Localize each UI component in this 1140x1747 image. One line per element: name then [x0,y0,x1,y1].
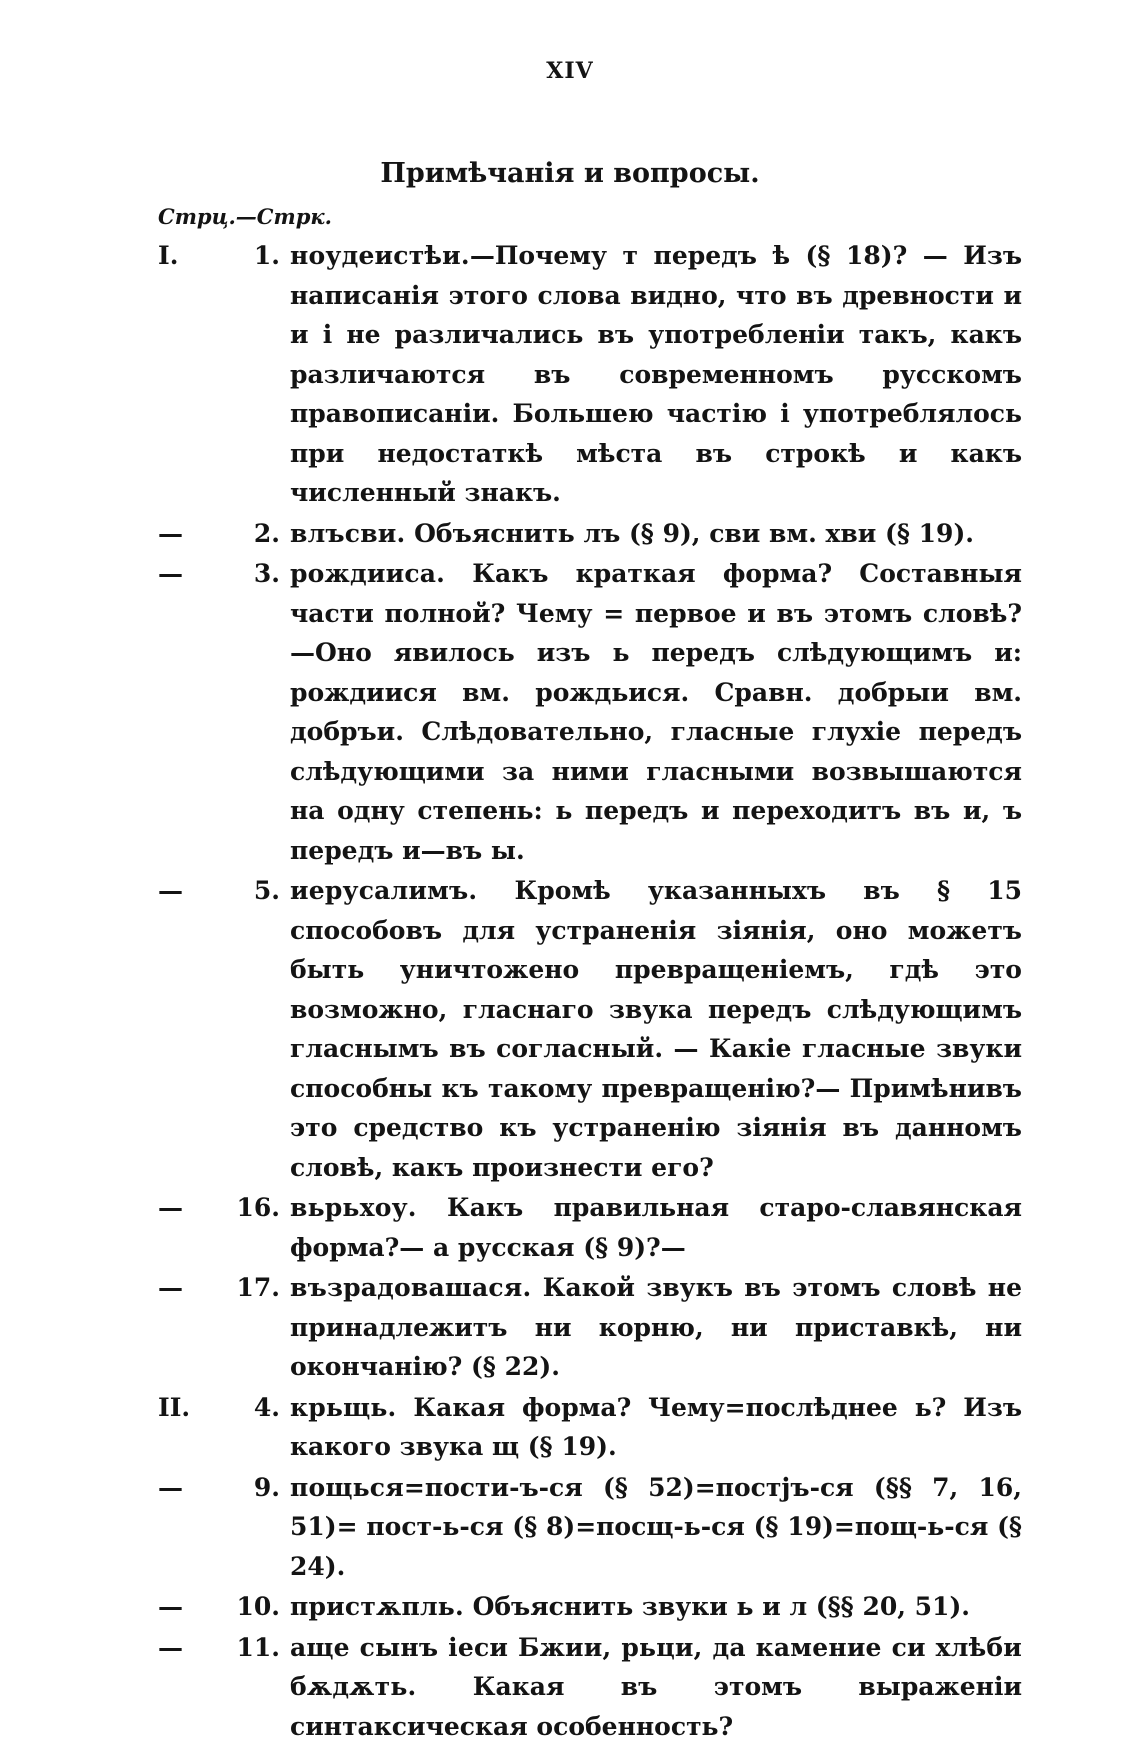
entry-headword: ноудеистѣи. [290,241,470,270]
entry-text: =пости-ъ-ся (§ 52)=постјъ-ся (§§ 7, 16, 51)= пост-ь-ся (§ 8)=посщ-ь-ся (§ 19)=пощ-ь-ся (§ 24). [290,1472,1022,1581]
entry-body [290,236,1022,513]
entry-item [158,1468,1022,1587]
entry-item [158,236,1022,513]
entry-page-mark: — [158,518,183,548]
entry-headword: крьщь. [290,1392,397,1422]
column-header: Стрц.—Стрк. [158,204,332,229]
entry-page-mark: — [158,1592,183,1621]
entry-item [158,1388,1022,1467]
entry-page-mark: — [158,1273,183,1302]
entry-line-number: 3. [253,559,280,588]
entry-body [290,871,1022,1187]
entry-headword: рождииса. [290,559,446,588]
entry-line-number: 11. [236,1632,280,1662]
entry-item [158,1188,1022,1267]
entry-text: Какъ краткая форма? Составныя части полной? Чему = первое и въ этомъ словѣ?—Оно явилось изъ ь передъ слѣдующимъ и: рождиися вм. рождьися. Сравн. добрыи вм. добръи. Слѣдовательно, гласные глухіе передъ слѣдующими за ними гласными возвышаются на одну степень: ь передъ и переходитъ въ и, ъ передъ и—въ ы. [290,559,1022,865]
entry-text: —Почему т передъ ѣ (§ 18)? — Изъ написанія этого слова видно, что въ древности и и і не различались въ употребленіи такъ, какъ различаются въ современномъ русскомъ правописаніи. Большею частію і употреблялось при недостаткѣ мѣста въ строкѣ и какъ численный знакъ. [290,241,1022,507]
entry-body [290,554,1022,870]
entry-body [290,1268,1022,1387]
entry-item [158,554,1022,870]
entry-item [158,1587,1022,1627]
entry-headword: вьрьхоу. [290,1193,417,1222]
entries-list [158,236,1022,1747]
entry-headword: пристѫпль. [290,1592,464,1621]
entry-headword: иерусалимъ. [290,876,478,905]
entry-headword: пощься [290,1472,404,1502]
entry-headword: влъсви. [290,518,406,548]
page-number: XIV [546,58,594,84]
entry-text: Объяснить лъ (§ 9), сви вм. хви (§ 19). [405,518,974,548]
entry-item [158,1628,1022,1747]
entry-page-mark: II. [158,1392,191,1422]
entry-body [290,1188,1022,1267]
entry-text: Какая форма? Чему=послѣднее ь? Изъ какого звука щ (§ 19). [290,1392,1022,1461]
entry-body [290,1587,1022,1627]
entry-text: Какъ правильная старо-славянская форма?— а русская (§ 9)?— [290,1193,1022,1262]
entry-page-mark: — [158,876,183,905]
entry-text: Кромѣ указанныхъ въ § 15 способовъ для устраненія зіянія, оно можетъ быть уничтожено превращеніемъ, гдѣ это возможно, гласнаго звука передъ слѣдующимъ гласнымъ въ согласный. — Какіе гласные звуки способны къ такому превращенію?— Примѣнивъ это средство къ устраненію зіянія въ данномъ словѣ, какъ произнести его? [290,876,1022,1182]
entry-line-number: 4. [253,1392,280,1422]
entry-line-number: 2. [253,518,280,548]
entry-line-number: 5. [253,876,280,905]
entry-page-mark: I. [158,241,179,270]
entry-line-number: 1. [253,241,280,270]
entry-item [158,1268,1022,1387]
entry-text: Какая въ этомъ выраженіи синтаксическая особенность? [290,1672,1022,1741]
entry-page-mark: — [158,1472,183,1502]
entry-text: Объяснить звуки ь и л (§§ 20, 51). [463,1592,970,1621]
entry-page-mark: — [158,1632,183,1662]
entry-body [290,1628,1022,1747]
entry-page-mark: — [158,1193,183,1222]
entry-item [158,871,1022,1187]
entry-line-number: 16. [236,1193,280,1222]
entry-headword: аще сынъ іеси Бжии, рьци, да камение си хлѣби бѫдѫть. [290,1632,1022,1701]
page-heading: Примѣчанія и вопросы. [380,158,760,189]
entry-body [290,1388,1022,1467]
entry-text: Какой звукъ въ этомъ словѣ не принадлежитъ ни корню, ни приставкѣ, ни окончанію? (§ 22). [290,1273,1022,1381]
entry-line-number: 9. [253,1472,280,1502]
entry-body [290,1468,1022,1587]
entry-body [290,514,1022,554]
entry-headword: възрадовашася. [290,1273,532,1302]
entry-line-number: 17. [236,1273,280,1302]
entry-item [158,514,1022,554]
entry-page-mark: — [158,559,183,588]
entry-line-number: 10. [236,1592,280,1621]
